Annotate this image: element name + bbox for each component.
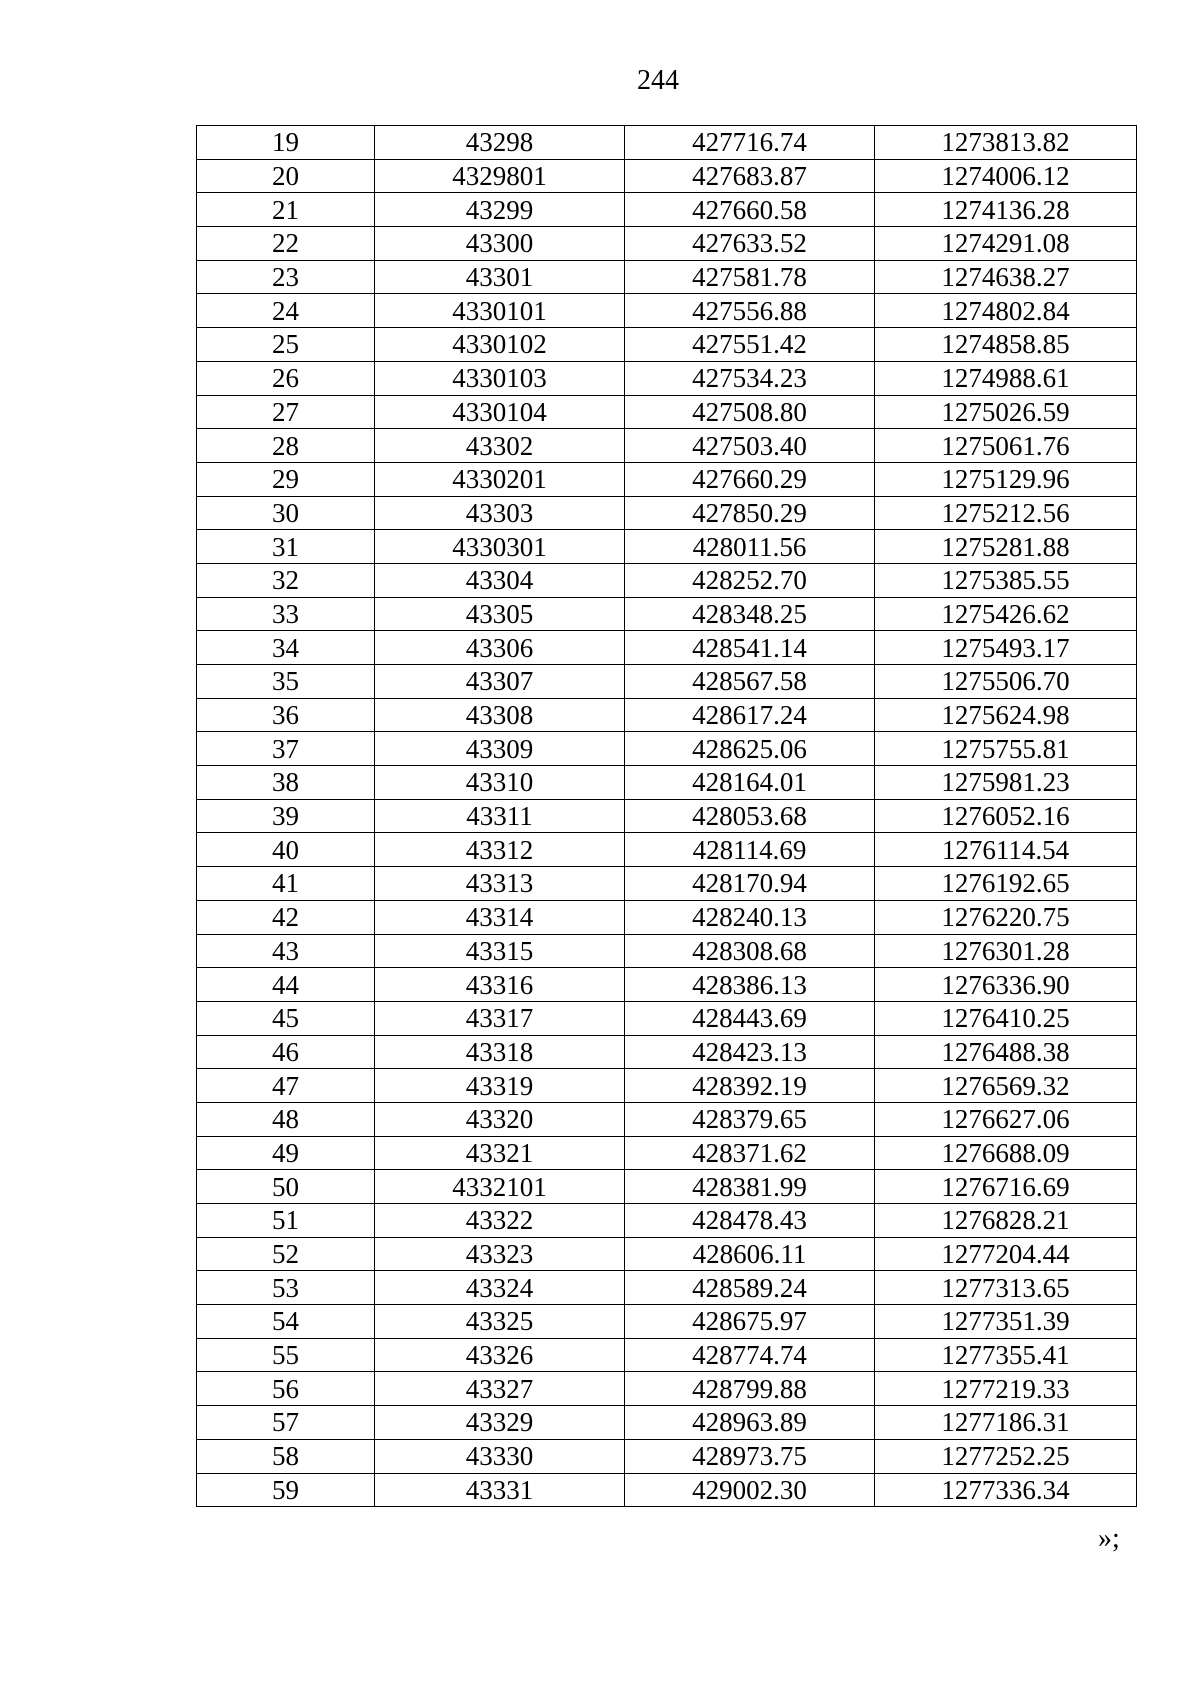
x-coordinate-cell: 428386.13 xyxy=(625,968,875,1002)
point-number-cell: 22 xyxy=(197,227,375,261)
x-coordinate-cell: 428348.25 xyxy=(625,597,875,631)
point-number-cell: 47 xyxy=(197,1069,375,1103)
point-id-cell: 43327 xyxy=(375,1372,625,1406)
point-number-cell: 48 xyxy=(197,1102,375,1136)
x-coordinate-cell: 427556.88 xyxy=(625,294,875,328)
point-id-cell: 43319 xyxy=(375,1069,625,1103)
point-id-cell: 43326 xyxy=(375,1338,625,1372)
y-coordinate-cell: 1277219.33 xyxy=(875,1372,1137,1406)
point-number-cell: 45 xyxy=(197,1001,375,1035)
point-number-cell: 26 xyxy=(197,361,375,395)
y-coordinate-cell: 1275385.55 xyxy=(875,563,1137,597)
table-row xyxy=(197,1069,1137,1103)
point-id-cell: 43324 xyxy=(375,1271,625,1305)
x-coordinate-cell: 428541.14 xyxy=(625,631,875,665)
table-row xyxy=(197,1035,1137,1069)
table-row xyxy=(197,1136,1137,1170)
point-number-cell: 40 xyxy=(197,833,375,867)
y-coordinate-cell: 1276114.54 xyxy=(875,833,1137,867)
x-coordinate-cell: 428252.70 xyxy=(625,563,875,597)
y-coordinate-cell: 1277355.41 xyxy=(875,1338,1137,1372)
point-number-cell: 33 xyxy=(197,597,375,631)
table-row xyxy=(197,631,1137,665)
x-coordinate-cell: 427534.23 xyxy=(625,361,875,395)
point-id-cell: 43329 xyxy=(375,1406,625,1440)
y-coordinate-cell: 1274006.12 xyxy=(875,159,1137,193)
x-coordinate-cell: 428606.11 xyxy=(625,1237,875,1271)
point-number-cell: 51 xyxy=(197,1204,375,1238)
point-id-cell: 43323 xyxy=(375,1237,625,1271)
y-coordinate-cell: 1275755.81 xyxy=(875,732,1137,766)
table-row xyxy=(197,732,1137,766)
table-row xyxy=(197,665,1137,699)
point-number-cell: 20 xyxy=(197,159,375,193)
x-coordinate-cell: 427850.29 xyxy=(625,496,875,530)
y-coordinate-cell: 1276569.32 xyxy=(875,1069,1137,1103)
point-id-cell: 43309 xyxy=(375,732,625,766)
x-coordinate-cell: 428963.89 xyxy=(625,1406,875,1440)
x-coordinate-cell: 427581.78 xyxy=(625,260,875,294)
point-id-cell: 4329801 xyxy=(375,159,625,193)
point-id-cell: 43313 xyxy=(375,867,625,901)
table-row xyxy=(197,900,1137,934)
x-coordinate-cell: 428053.68 xyxy=(625,799,875,833)
point-number-cell: 35 xyxy=(197,665,375,699)
point-number-cell: 53 xyxy=(197,1271,375,1305)
x-coordinate-cell: 427716.74 xyxy=(625,126,875,160)
y-coordinate-cell: 1277351.39 xyxy=(875,1305,1137,1339)
point-id-cell: 43315 xyxy=(375,934,625,968)
y-coordinate-cell: 1276716.69 xyxy=(875,1170,1137,1204)
point-number-cell: 59 xyxy=(197,1473,375,1507)
x-coordinate-cell: 428381.99 xyxy=(625,1170,875,1204)
table-row xyxy=(197,1237,1137,1271)
page-number: 244 xyxy=(637,65,679,96)
point-number-cell: 31 xyxy=(197,530,375,564)
point-number-cell: 56 xyxy=(197,1372,375,1406)
point-number-cell: 42 xyxy=(197,900,375,934)
point-id-cell: 4330101 xyxy=(375,294,625,328)
y-coordinate-cell: 1276192.65 xyxy=(875,867,1137,901)
x-coordinate-cell: 428379.65 xyxy=(625,1102,875,1136)
x-coordinate-cell: 427551.42 xyxy=(625,328,875,362)
point-id-cell: 43318 xyxy=(375,1035,625,1069)
table-row xyxy=(197,934,1137,968)
point-number-cell: 23 xyxy=(197,260,375,294)
y-coordinate-cell: 1275212.56 xyxy=(875,496,1137,530)
y-coordinate-cell: 1276488.38 xyxy=(875,1035,1137,1069)
point-number-cell: 43 xyxy=(197,934,375,968)
point-number-cell: 34 xyxy=(197,631,375,665)
point-number-cell: 27 xyxy=(197,395,375,429)
y-coordinate-cell: 1274638.27 xyxy=(875,260,1137,294)
x-coordinate-cell: 428371.62 xyxy=(625,1136,875,1170)
y-coordinate-cell: 1277186.31 xyxy=(875,1406,1137,1440)
point-id-cell: 43303 xyxy=(375,496,625,530)
y-coordinate-cell: 1274988.61 xyxy=(875,361,1137,395)
table-row xyxy=(197,395,1137,429)
point-id-cell: 43299 xyxy=(375,193,625,227)
table-row xyxy=(197,867,1137,901)
x-coordinate-cell: 427508.80 xyxy=(625,395,875,429)
point-number-cell: 58 xyxy=(197,1439,375,1473)
point-id-cell: 43311 xyxy=(375,799,625,833)
table-row xyxy=(197,1001,1137,1035)
point-number-cell: 46 xyxy=(197,1035,375,1069)
point-number-cell: 52 xyxy=(197,1237,375,1271)
x-coordinate-cell: 428617.24 xyxy=(625,698,875,732)
table-row xyxy=(197,799,1137,833)
table-row xyxy=(197,698,1137,732)
x-coordinate-cell: 427660.58 xyxy=(625,193,875,227)
y-coordinate-cell: 1275506.70 xyxy=(875,665,1137,699)
closing-quote-mark: »; xyxy=(1098,1523,1120,1554)
table-row xyxy=(197,1372,1137,1406)
table-row xyxy=(197,1204,1137,1238)
point-number-cell: 41 xyxy=(197,867,375,901)
point-id-cell: 43301 xyxy=(375,260,625,294)
y-coordinate-cell: 1274802.84 xyxy=(875,294,1137,328)
point-id-cell: 4330103 xyxy=(375,361,625,395)
coordinates-table xyxy=(196,125,1137,1507)
point-id-cell: 4332101 xyxy=(375,1170,625,1204)
point-id-cell: 4330104 xyxy=(375,395,625,429)
point-id-cell: 43322 xyxy=(375,1204,625,1238)
point-id-cell: 4330301 xyxy=(375,530,625,564)
y-coordinate-cell: 1275061.76 xyxy=(875,429,1137,463)
table-row xyxy=(197,193,1137,227)
table-row xyxy=(197,833,1137,867)
point-id-cell: 43302 xyxy=(375,429,625,463)
point-id-cell: 43320 xyxy=(375,1102,625,1136)
point-number-cell: 39 xyxy=(197,799,375,833)
x-coordinate-cell: 428164.01 xyxy=(625,766,875,800)
point-id-cell: 43304 xyxy=(375,563,625,597)
y-coordinate-cell: 1276052.16 xyxy=(875,799,1137,833)
point-id-cell: 43310 xyxy=(375,766,625,800)
y-coordinate-cell: 1275281.88 xyxy=(875,530,1137,564)
coordinates-table-body xyxy=(197,126,1137,1507)
y-coordinate-cell: 1277204.44 xyxy=(875,1237,1137,1271)
point-id-cell: 43300 xyxy=(375,227,625,261)
x-coordinate-cell: 427683.87 xyxy=(625,159,875,193)
x-coordinate-cell: 427660.29 xyxy=(625,462,875,496)
point-id-cell: 43325 xyxy=(375,1305,625,1339)
point-id-cell: 43312 xyxy=(375,833,625,867)
point-id-cell: 43306 xyxy=(375,631,625,665)
point-number-cell: 38 xyxy=(197,766,375,800)
table-row xyxy=(197,766,1137,800)
table-row xyxy=(197,1271,1137,1305)
table-row xyxy=(197,597,1137,631)
table-row xyxy=(197,563,1137,597)
x-coordinate-cell: 428567.58 xyxy=(625,665,875,699)
x-coordinate-cell: 428114.69 xyxy=(625,833,875,867)
point-number-cell: 54 xyxy=(197,1305,375,1339)
y-coordinate-cell: 1275129.96 xyxy=(875,462,1137,496)
point-id-cell: 43314 xyxy=(375,900,625,934)
table-row xyxy=(197,1473,1137,1507)
y-coordinate-cell: 1276220.75 xyxy=(875,900,1137,934)
table-row xyxy=(197,328,1137,362)
point-number-cell: 32 xyxy=(197,563,375,597)
point-number-cell: 30 xyxy=(197,496,375,530)
point-id-cell: 43321 xyxy=(375,1136,625,1170)
y-coordinate-cell: 1276688.09 xyxy=(875,1136,1137,1170)
table-row xyxy=(197,1170,1137,1204)
table-row xyxy=(197,968,1137,1002)
point-number-cell: 37 xyxy=(197,732,375,766)
point-number-cell: 25 xyxy=(197,328,375,362)
y-coordinate-cell: 1275981.23 xyxy=(875,766,1137,800)
x-coordinate-cell: 428240.13 xyxy=(625,900,875,934)
table-row xyxy=(197,159,1137,193)
table-row xyxy=(197,260,1137,294)
y-coordinate-cell: 1276828.21 xyxy=(875,1204,1137,1238)
point-number-cell: 24 xyxy=(197,294,375,328)
x-coordinate-cell: 428799.88 xyxy=(625,1372,875,1406)
point-id-cell: 43307 xyxy=(375,665,625,699)
x-coordinate-cell: 427633.52 xyxy=(625,227,875,261)
y-coordinate-cell: 1276410.25 xyxy=(875,1001,1137,1035)
table-row xyxy=(197,1102,1137,1136)
point-id-cell: 43330 xyxy=(375,1439,625,1473)
x-coordinate-cell: 428011.56 xyxy=(625,530,875,564)
point-number-cell: 44 xyxy=(197,968,375,1002)
y-coordinate-cell: 1273813.82 xyxy=(875,126,1137,160)
x-coordinate-cell: 428478.43 xyxy=(625,1204,875,1238)
y-coordinate-cell: 1276336.90 xyxy=(875,968,1137,1002)
point-id-cell: 43331 xyxy=(375,1473,625,1507)
x-coordinate-cell: 428973.75 xyxy=(625,1439,875,1473)
x-coordinate-cell: 428170.94 xyxy=(625,867,875,901)
point-number-cell: 29 xyxy=(197,462,375,496)
point-id-cell: 43308 xyxy=(375,698,625,732)
point-id-cell: 4330102 xyxy=(375,328,625,362)
point-id-cell: 43305 xyxy=(375,597,625,631)
table-row xyxy=(197,530,1137,564)
x-coordinate-cell: 428675.97 xyxy=(625,1305,875,1339)
y-coordinate-cell: 1277252.25 xyxy=(875,1439,1137,1473)
x-coordinate-cell: 428423.13 xyxy=(625,1035,875,1069)
x-coordinate-cell: 428625.06 xyxy=(625,732,875,766)
y-coordinate-cell: 1275426.62 xyxy=(875,597,1137,631)
table-row xyxy=(197,496,1137,530)
x-coordinate-cell: 429002.30 xyxy=(625,1473,875,1507)
y-coordinate-cell: 1274291.08 xyxy=(875,227,1137,261)
table-row xyxy=(197,1305,1137,1339)
point-number-cell: 49 xyxy=(197,1136,375,1170)
table-row xyxy=(197,462,1137,496)
y-coordinate-cell: 1275624.98 xyxy=(875,698,1137,732)
table-row xyxy=(197,126,1137,160)
y-coordinate-cell: 1276627.06 xyxy=(875,1102,1137,1136)
point-number-cell: 19 xyxy=(197,126,375,160)
point-number-cell: 57 xyxy=(197,1406,375,1440)
y-coordinate-cell: 1275026.59 xyxy=(875,395,1137,429)
x-coordinate-cell: 427503.40 xyxy=(625,429,875,463)
y-coordinate-cell: 1275493.17 xyxy=(875,631,1137,665)
point-number-cell: 36 xyxy=(197,698,375,732)
table-row xyxy=(197,1338,1137,1372)
y-coordinate-cell: 1276301.28 xyxy=(875,934,1137,968)
table-row xyxy=(197,1439,1137,1473)
point-id-cell: 43317 xyxy=(375,1001,625,1035)
table-row xyxy=(197,227,1137,261)
x-coordinate-cell: 428589.24 xyxy=(625,1271,875,1305)
table-row xyxy=(197,361,1137,395)
point-number-cell: 28 xyxy=(197,429,375,463)
table-row xyxy=(197,429,1137,463)
x-coordinate-cell: 428774.74 xyxy=(625,1338,875,1372)
point-id-cell: 43316 xyxy=(375,968,625,1002)
y-coordinate-cell: 1277313.65 xyxy=(875,1271,1137,1305)
table-row xyxy=(197,294,1137,328)
x-coordinate-cell: 428308.68 xyxy=(625,934,875,968)
y-coordinate-cell: 1274858.85 xyxy=(875,328,1137,362)
point-id-cell: 4330201 xyxy=(375,462,625,496)
y-coordinate-cell: 1274136.28 xyxy=(875,193,1137,227)
point-number-cell: 21 xyxy=(197,193,375,227)
point-number-cell: 55 xyxy=(197,1338,375,1372)
x-coordinate-cell: 428443.69 xyxy=(625,1001,875,1035)
y-coordinate-cell: 1277336.34 xyxy=(875,1473,1137,1507)
table-row xyxy=(197,1406,1137,1440)
point-id-cell: 43298 xyxy=(375,126,625,160)
point-number-cell: 50 xyxy=(197,1170,375,1204)
x-coordinate-cell: 428392.19 xyxy=(625,1069,875,1103)
